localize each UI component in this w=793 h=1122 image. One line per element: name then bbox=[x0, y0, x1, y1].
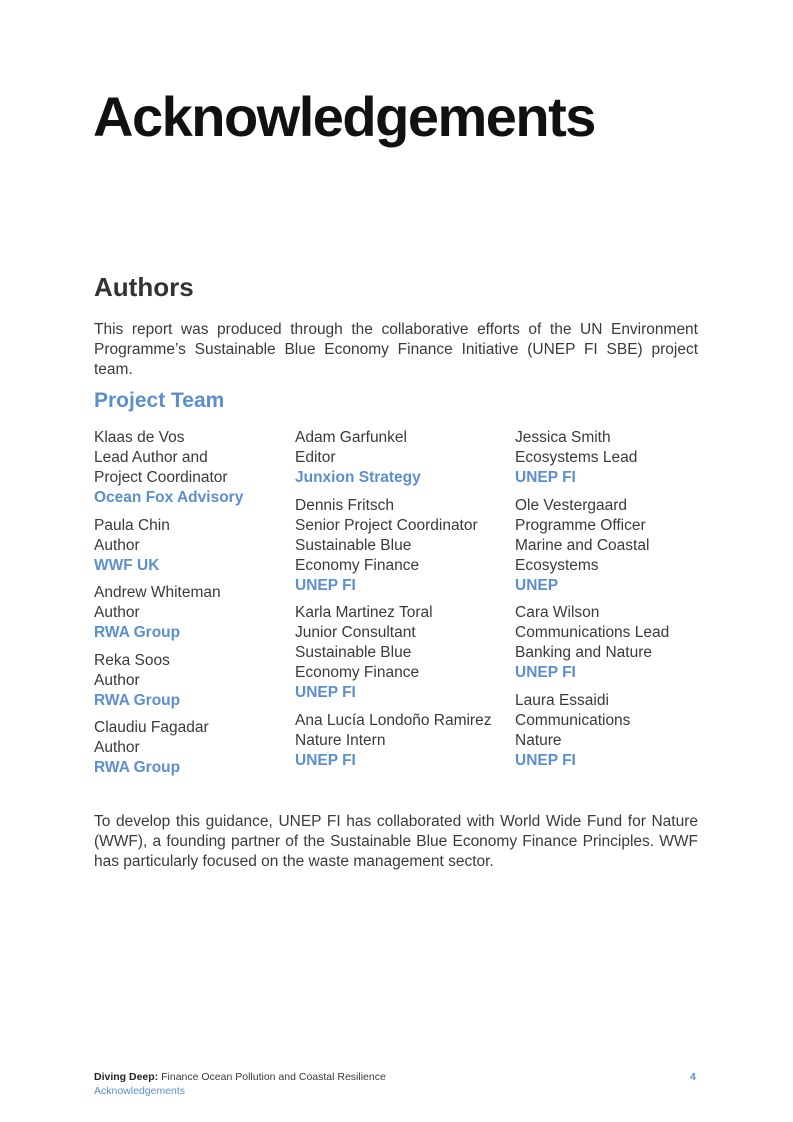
member-role: Economy Finance bbox=[295, 557, 420, 574]
member-organization: UNEP FI bbox=[295, 684, 356, 701]
member-organization: RWA Group bbox=[94, 692, 181, 709]
team-member-card bbox=[515, 428, 637, 488]
member-role: Marine and Coastal bbox=[515, 537, 650, 554]
footer-section-name: Acknowledgements bbox=[94, 1085, 186, 1097]
member-role: Communications Lead bbox=[515, 624, 670, 641]
member-name: Reka Soos bbox=[94, 652, 170, 669]
member-role: Communications bbox=[515, 712, 631, 729]
member-role: Junior Consultant bbox=[295, 624, 416, 641]
member-name: Dennis Fritsch bbox=[295, 497, 395, 514]
section-title-authors: Authors bbox=[94, 272, 194, 302]
page-number: 4 bbox=[690, 1071, 696, 1083]
member-name: Laura Essaidi bbox=[515, 692, 609, 709]
member-organization: WWF UK bbox=[94, 557, 160, 574]
project-team-heading: Project Team bbox=[94, 389, 225, 412]
member-role: Lead Author and bbox=[94, 449, 208, 466]
member-organization: UNEP FI bbox=[295, 577, 356, 594]
member-role: Author bbox=[94, 672, 140, 689]
member-role: Sustainable Blue bbox=[295, 644, 412, 661]
member-role: Nature bbox=[515, 732, 562, 749]
team-member-card bbox=[94, 516, 170, 576]
member-role: Project Coordinator bbox=[94, 469, 228, 486]
member-role: Nature Intern bbox=[295, 732, 386, 749]
closing-paragraph: To develop this guidance, UNEP FI has collaborated with World Wide Fund for Nature (WWF), a founding partner of the Sustainable Blue Economy Finance Principles. WWF has particularly focused on the waste management sector. bbox=[94, 813, 698, 870]
member-role: Banking and Nature bbox=[515, 644, 653, 661]
team-member-card bbox=[515, 691, 630, 771]
member-role: Sustainable Blue bbox=[295, 537, 412, 554]
member-organization: RWA Group bbox=[94, 759, 181, 776]
member-role: Ecosystems Lead bbox=[515, 449, 638, 466]
member-name: Andrew Whiteman bbox=[94, 584, 221, 601]
member-role: Programme Officer bbox=[515, 517, 646, 534]
member-name: Ole Vestergaard bbox=[515, 497, 628, 514]
intro-paragraph: This report was produced through the collaborative efforts of the UN Environment Programme’s Sustainable Blue Economy Finance Initiative (UNEP FI SBE) project team. bbox=[94, 321, 698, 378]
team-member-card bbox=[295, 428, 421, 488]
footer-title-rest: Finance Ocean Pollution and Coastal Resilience bbox=[158, 1071, 386, 1083]
team-member-card bbox=[515, 496, 649, 596]
member-role: Ecosystems bbox=[515, 557, 599, 574]
member-role: Editor bbox=[295, 449, 336, 466]
team-member-card bbox=[94, 651, 180, 711]
team-member-card bbox=[94, 428, 243, 508]
member-role: Author bbox=[94, 537, 140, 554]
team-member-card bbox=[94, 718, 209, 778]
member-role: Author bbox=[94, 739, 140, 756]
member-name: Cara Wilson bbox=[515, 604, 600, 621]
team-member-card bbox=[295, 496, 478, 596]
member-name: Adam Garfunkel bbox=[295, 429, 407, 446]
member-name: Karla Martinez Toral bbox=[295, 604, 433, 621]
member-name: Claudiu Fagadar bbox=[94, 719, 209, 736]
member-organization: UNEP FI bbox=[295, 752, 356, 769]
member-organization: UNEP FI bbox=[515, 664, 576, 681]
member-name: Ana Lucía Londoño Ramirez bbox=[295, 712, 492, 729]
member-organization: UNEP FI bbox=[515, 469, 576, 486]
team-member-card bbox=[94, 583, 221, 643]
page-title: Acknowledgements bbox=[93, 85, 595, 148]
team-member-card bbox=[295, 711, 491, 771]
member-name: Klaas de Vos bbox=[94, 429, 185, 446]
member-role: Economy Finance bbox=[295, 664, 420, 681]
team-member-card bbox=[515, 603, 669, 683]
member-name: Jessica Smith bbox=[515, 429, 611, 446]
member-name: Paula Chin bbox=[94, 517, 170, 534]
member-role: Senior Project Coordinator bbox=[295, 517, 478, 534]
footer-document-title bbox=[94, 1070, 386, 1084]
team-member-card bbox=[295, 603, 433, 703]
footer-title-bold: Diving Deep: bbox=[94, 1071, 159, 1083]
member-organization: RWA Group bbox=[94, 624, 181, 641]
member-organization: UNEP bbox=[515, 577, 559, 594]
member-organization: Junxion Strategy bbox=[295, 469, 421, 486]
member-organization: Ocean Fox Advisory bbox=[94, 489, 244, 506]
member-role: Author bbox=[94, 604, 140, 621]
member-organization: UNEP FI bbox=[515, 752, 576, 769]
